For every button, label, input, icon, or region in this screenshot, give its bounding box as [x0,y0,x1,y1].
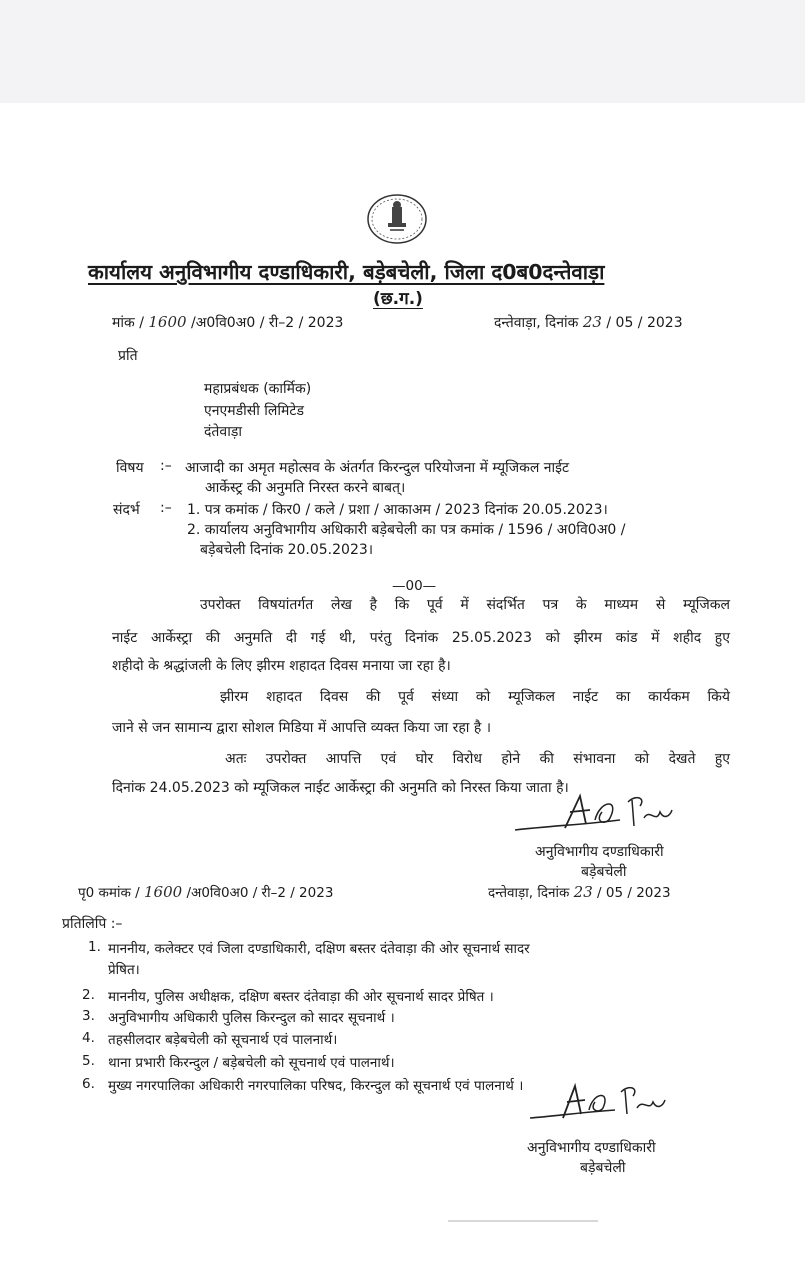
reference-2-line-1: 2. कार्यालय अनुविभागीय अधिकारी बड़ेबचेली का पत्र कमांक / 1596 / अ0वि0अ0 / [187,522,626,538]
signature-1-icon [510,790,690,840]
copy-item-num: 1. [88,939,101,955]
body-p1-line-3: शहीदो के श्रद्धांजली के लिए झीरम शहादत दिवस मनाया जा रहा है। [112,658,451,674]
handwritten-endorsement-date: 23 [573,883,593,901]
signature-2-designation: अनुविभागीय दण्डाधिकारी [527,1140,656,1156]
handwritten-date: 23 [582,313,602,331]
subject-line-2: आर्केस्ट्र की अनुमति निरस्त करने बाबत्। [205,480,406,496]
copy-item-3: अनुविभागीय अधिकारी पुलिस किरन्दुल को सादर सूचनार्थ । [108,1010,395,1026]
office-title: कार्यालय अनुविभागीय दण्डाधिकारी, बड़ेबचेली, जिला द0ब0दन्तेवाड़ा [88,260,605,284]
reference-sep: :– [160,500,172,516]
state-abbrev: (छ.ग.) [373,289,423,309]
handwritten-number: 1600 [148,313,187,331]
signature-1-designation: अनुविभागीय दण्डाधिकारी [535,844,664,860]
letter-number: मांक / 1600 /अ0वि0अ0 / री–2 / 2023 [112,313,344,331]
body-p3-line-1: अतः उपरोक्त आपत्ति एवं घोर विरोध होने की संभावना को देखते हुए [225,751,730,767]
copy-item-1-line-2: प्रेषित। [108,962,140,978]
copy-item-1-line-1: माननीय, कलेक्टर एवं जिला दण्डाधिकारी, दक्षिण बस्तर दंतेवाड़ा की ओर सूचनार्थ सादर [108,941,530,957]
copy-item-4: तहसीलदार बड़ेबचेली को सूचनार्थ एवं पालनार्थ। [108,1032,338,1048]
prati-label: प्रति [118,348,138,364]
recipient-line-3: दंतेवाड़ा [204,424,242,440]
copy-item-6: मुख्य नगरपालिका अधिकारी नगरपालिका परिषद, किरन्दुल को सूचनार्थ एवं पालनार्थ । [108,1078,524,1094]
reference-label: संदर्भ [113,502,140,518]
subject-sep: :– [160,458,172,474]
body-p1-line-2: नाईट आर्केस्ट्रा की अनुमति दी गई थी, परंतु दिनांक 25.05.2023 को झीरम कांड में शहीद हुए [112,630,730,646]
subject-label: विषय [116,460,144,476]
recipient-line-1: महाप्रबंधक (कार्मिक) [204,381,312,397]
letter-place-date: दन्तेवाड़ा, दिनांक 23 / 05 / 2023 [494,313,683,331]
copy-item-num: 4. [82,1030,95,1046]
endorsement-number: पृ0 कमांक / 1600 /अ0वि0अ0 / री–2 / 2023 [78,883,334,901]
body-p2-line-2: जाने से जन सामान्य द्वारा सोशल मिडिया में आपत्ति व्यक्त किया जा रहा है । [112,720,492,736]
copy-item-num: 2. [82,987,95,1003]
signature-2-icon [525,1082,675,1127]
signature-2-place: बड़ेबचेली [580,1160,626,1176]
copy-item-5: थाना प्रभारी किरन्दुल / बड़ेबचेली को सूचनार्थ एवं पालनार्थ। [108,1055,395,1071]
copy-item-num: 5. [82,1053,95,1069]
endorsement-place-date: दन्तेवाड़ा, दिनांक 23 / 05 / 2023 [488,883,671,901]
body-p2-line-1: झीरम शहादत दिवस की पूर्व संध्या को म्यूजिकल नाईट का कार्यकम किये [220,689,730,705]
viewer-top-bar [0,0,805,103]
copy-item-2: माननीय, पुलिस अधीक्षक, दक्षिण बस्तर दंतेवाड़ा की ओर सूचनार्थ सादर प्रेषित । [108,989,494,1005]
body-p3-line-2: दिनांक 24.05.2023 को म्यूजिकल नाईट आर्केस्ट्रा की अनुमति को निरस्त किया जाता है। [112,780,569,796]
copy-item-num: 6. [82,1076,95,1092]
separator-mark: —00— [392,578,437,594]
copy-item-num: 3. [82,1008,95,1024]
handwritten-endorsement-number: 1600 [144,883,183,901]
body-p1-line-1: उपरोक्त विषयांतर्गत लेख है कि पूर्व में संदर्भित पत्र के माध्यम से म्यूजिकल [200,597,730,613]
state-emblem-icon [366,193,428,245]
copy-to-label: प्रतिलिपि :– [62,916,123,932]
footer-artifact [448,1220,598,1222]
signature-1-place: बड़ेबचेली [581,864,627,880]
reference-1: 1. पत्र कमांक / किर0 / कले / प्रशा / आकाअम / 2023 दिनांक 20.05.2023। [187,502,608,518]
recipient-line-2: एनएमडीसी लिमिटेड [204,403,304,419]
subject-line-1: आजादी का अमृत महोत्सव के अंतर्गत किरन्दुल परियोजना में म्यूजिकल नाईट [185,460,570,476]
reference-2-line-2: बड़ेबचेली दिनांक 20.05.2023। [200,542,374,558]
